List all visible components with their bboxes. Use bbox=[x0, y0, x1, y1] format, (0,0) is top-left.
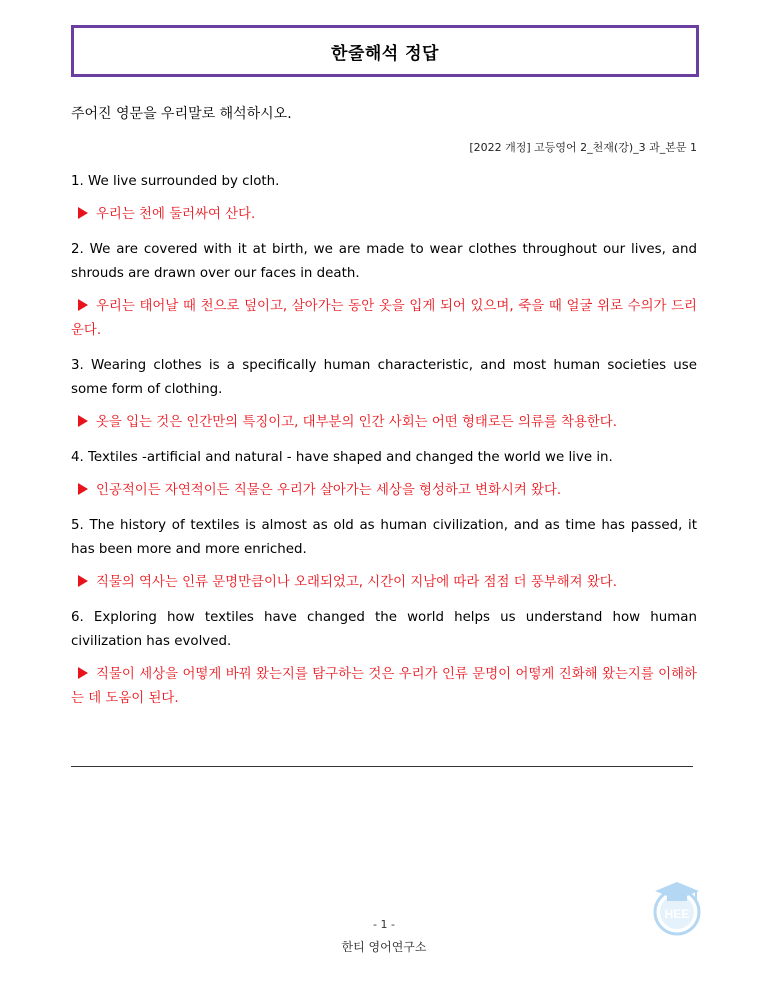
korean-translation bbox=[71, 203, 697, 227]
korean-translation-text: 직물의 역사는 인류 문명만큼이나 오래되었고, 시간이 지남에 따라 점점 더 풍부해져 왔다. bbox=[96, 575, 618, 590]
arrow-right-icon bbox=[78, 667, 88, 679]
page-number: - 1 - bbox=[373, 918, 395, 931]
korean-translation bbox=[71, 571, 697, 595]
list-item bbox=[71, 170, 697, 227]
logo-text: HEE bbox=[664, 907, 690, 921]
english-sentence: 3. Wearing clothes is a specifically human characteristic, and most human societies use some form of clothing. bbox=[71, 358, 697, 397]
english-sentence: 4. Textiles -artificial and natural - have shaped and changed the world we live in. bbox=[71, 450, 613, 465]
arrow-right-icon bbox=[78, 415, 88, 427]
page-title: 한줄해석 정답 bbox=[331, 43, 439, 64]
translation-list bbox=[71, 170, 697, 722]
korean-translation-text: 옷을 입는 것은 인간만의 특징이고, 대부분의 인간 사회는 어떤 형태로든 의류를 착용한다. bbox=[96, 415, 618, 430]
divider-line bbox=[71, 766, 693, 767]
korean-translation-text: 직물이 세상을 어떻게 바꿔 왔는지를 탐구하는 것은 우리가 인류 문명이 어떻게 진화해 왔는지를 이해하는 데 도움이 된다. bbox=[71, 667, 697, 706]
title-box bbox=[71, 25, 699, 77]
list-item bbox=[71, 354, 697, 435]
korean-translation bbox=[71, 479, 697, 503]
arrow-right-icon bbox=[78, 299, 88, 311]
source-reference: [2022 개정] 고등영어 2_천재(강)_3 과_본문 1 bbox=[469, 141, 697, 154]
english-sentence: 2. We are covered with it at birth, we are made to wear clothes throughout our lives, and shrouds are drawn over our faces in death. bbox=[71, 242, 697, 281]
list-item bbox=[71, 446, 697, 503]
graduation-cap-logo-icon bbox=[652, 880, 702, 936]
korean-translation bbox=[71, 411, 697, 435]
korean-translation bbox=[71, 663, 697, 711]
korean-translation bbox=[71, 295, 697, 343]
arrow-right-icon bbox=[78, 575, 88, 587]
arrow-right-icon bbox=[78, 207, 88, 219]
korean-translation-text: 우리는 천에 둘러싸여 산다. bbox=[96, 207, 256, 222]
list-item bbox=[71, 238, 697, 343]
list-item bbox=[71, 606, 697, 711]
list-item bbox=[71, 514, 697, 595]
instruction-text: 주어진 영문을 우리말로 해석하시오. bbox=[71, 106, 292, 122]
footer-label: 한티 영어연구소 bbox=[341, 940, 427, 954]
english-sentence: 5. The history of textiles is almost as old as human civilization, and as time has passed, it has been more and more enriched. bbox=[71, 518, 697, 557]
english-sentence: 6. Exploring how textiles have changed the world helps us understand how human civilization has evolved. bbox=[71, 610, 697, 649]
english-sentence: 1. We live surrounded by cloth. bbox=[71, 174, 280, 189]
arrow-right-icon bbox=[78, 483, 88, 495]
korean-translation-text: 우리는 태어날 때 천으로 덮이고, 살아가는 동안 옷을 입게 되어 있으며, 죽을 때 얼굴 위로 수의가 드리운다. bbox=[71, 299, 697, 338]
korean-translation-text: 인공적이든 자연적이든 직물은 우리가 살아가는 세상을 형성하고 변화시켜 왔다. bbox=[96, 483, 562, 498]
